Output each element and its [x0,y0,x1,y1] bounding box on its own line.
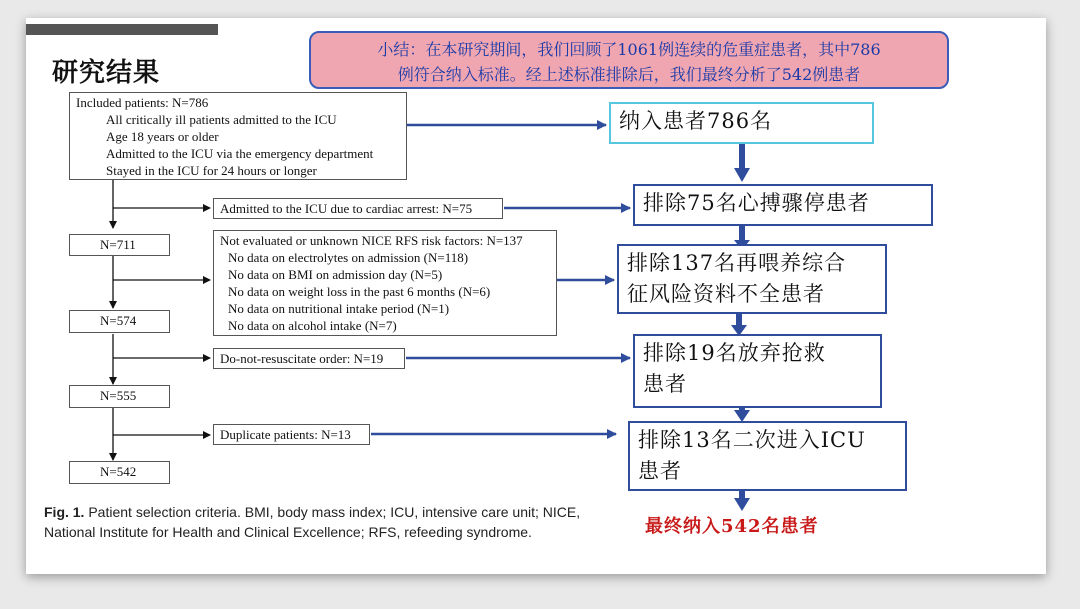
cardiac-arrest-text: Admitted to the ICU due to cardiac arrest: N=75 [220,201,473,216]
cn-dup-line2: 患者 [638,459,682,483]
slide-title: 研究结果 [52,58,161,88]
dnr-box [213,348,405,369]
duplicate-box [213,424,370,445]
cardiac-arrest-box [213,198,503,219]
summary-line-1: 小结：在本研究期间，我们回顾了1061例连续的危重症患者，其中786 [377,40,881,59]
summary-callout [309,31,949,89]
figure-caption [44,502,604,542]
duplicate-text: Duplicate patients: N=13 [220,427,351,442]
summary-line-2: 例符合纳入标准。经上述标准排除后，我们最终分析了542例患者 [397,65,861,84]
n711-text: N=711 [100,237,136,252]
n542-box [69,461,170,484]
cn-dup-line1: 排除13名二次进入ICU [638,428,866,452]
cn-cardiac-box [633,184,933,226]
cn-included-text: 纳入患者786名 [619,109,773,133]
dnr-text: Do-not-resuscitate order: N=19 [220,351,384,366]
n542-text: N=542 [100,464,137,479]
included-item: All critically ill patients admitted to the ICU [106,112,337,127]
nice-item: No data on nutritional intake period (N=1) [228,301,450,316]
n555-text: N=555 [100,388,137,403]
nice-header: Not evaluated or unknown NICE RFS risk factors: N=137 [220,233,523,248]
nice-item: No data on BMI on admission day (N=5) [228,267,443,282]
cn-included-box [609,102,874,144]
nice-item: No data on weight loss in the past 6 months (N=6) [228,284,491,299]
included-item: Admitted to the ICU via the emergency department [106,146,374,161]
final-count-label: 最终纳入542名患者 [645,516,819,537]
included-header: Included patients: N=786 [76,95,209,110]
cn-rfs-line2: 征风险资料不全患者 [627,282,825,306]
n555-box [69,385,170,408]
n711-box [69,234,170,256]
n574-text: N=574 [100,313,137,328]
cn-rfs-line1: 排除137名再喂养综合 [627,251,847,275]
cn-dnr-line1: 排除19名放弃抢救 [643,341,826,365]
caption-label: Fig. 1. [44,504,85,520]
nice-rfs-box [213,230,557,336]
cn-dnr-line2: 患者 [643,372,687,396]
cn-cardiac-text: 排除75名心搏骤停患者 [643,191,870,215]
title-accent-bar [26,24,218,35]
nice-item: No data on electrolytes on admission (N=118) [228,250,469,265]
slide [26,18,1046,574]
caption-text: Patient selection criteria. BMI, body mass index; ICU, intensive care unit; NICE, National Institute for Health and Clinical Excellence; RFS, refeeding syndrome. [44,504,581,540]
included-patients-box [69,92,407,180]
n574-box [69,310,170,333]
included-item: Age 18 years or older [106,129,219,144]
included-item: Stayed in the ICU for 24 hours or longer [106,163,317,178]
nice-item: No data on alcohol intake (N=7) [228,318,397,333]
cn-dnr-box [633,334,882,408]
cn-duplicate-box [628,421,907,491]
cn-rfs-box [617,244,887,314]
